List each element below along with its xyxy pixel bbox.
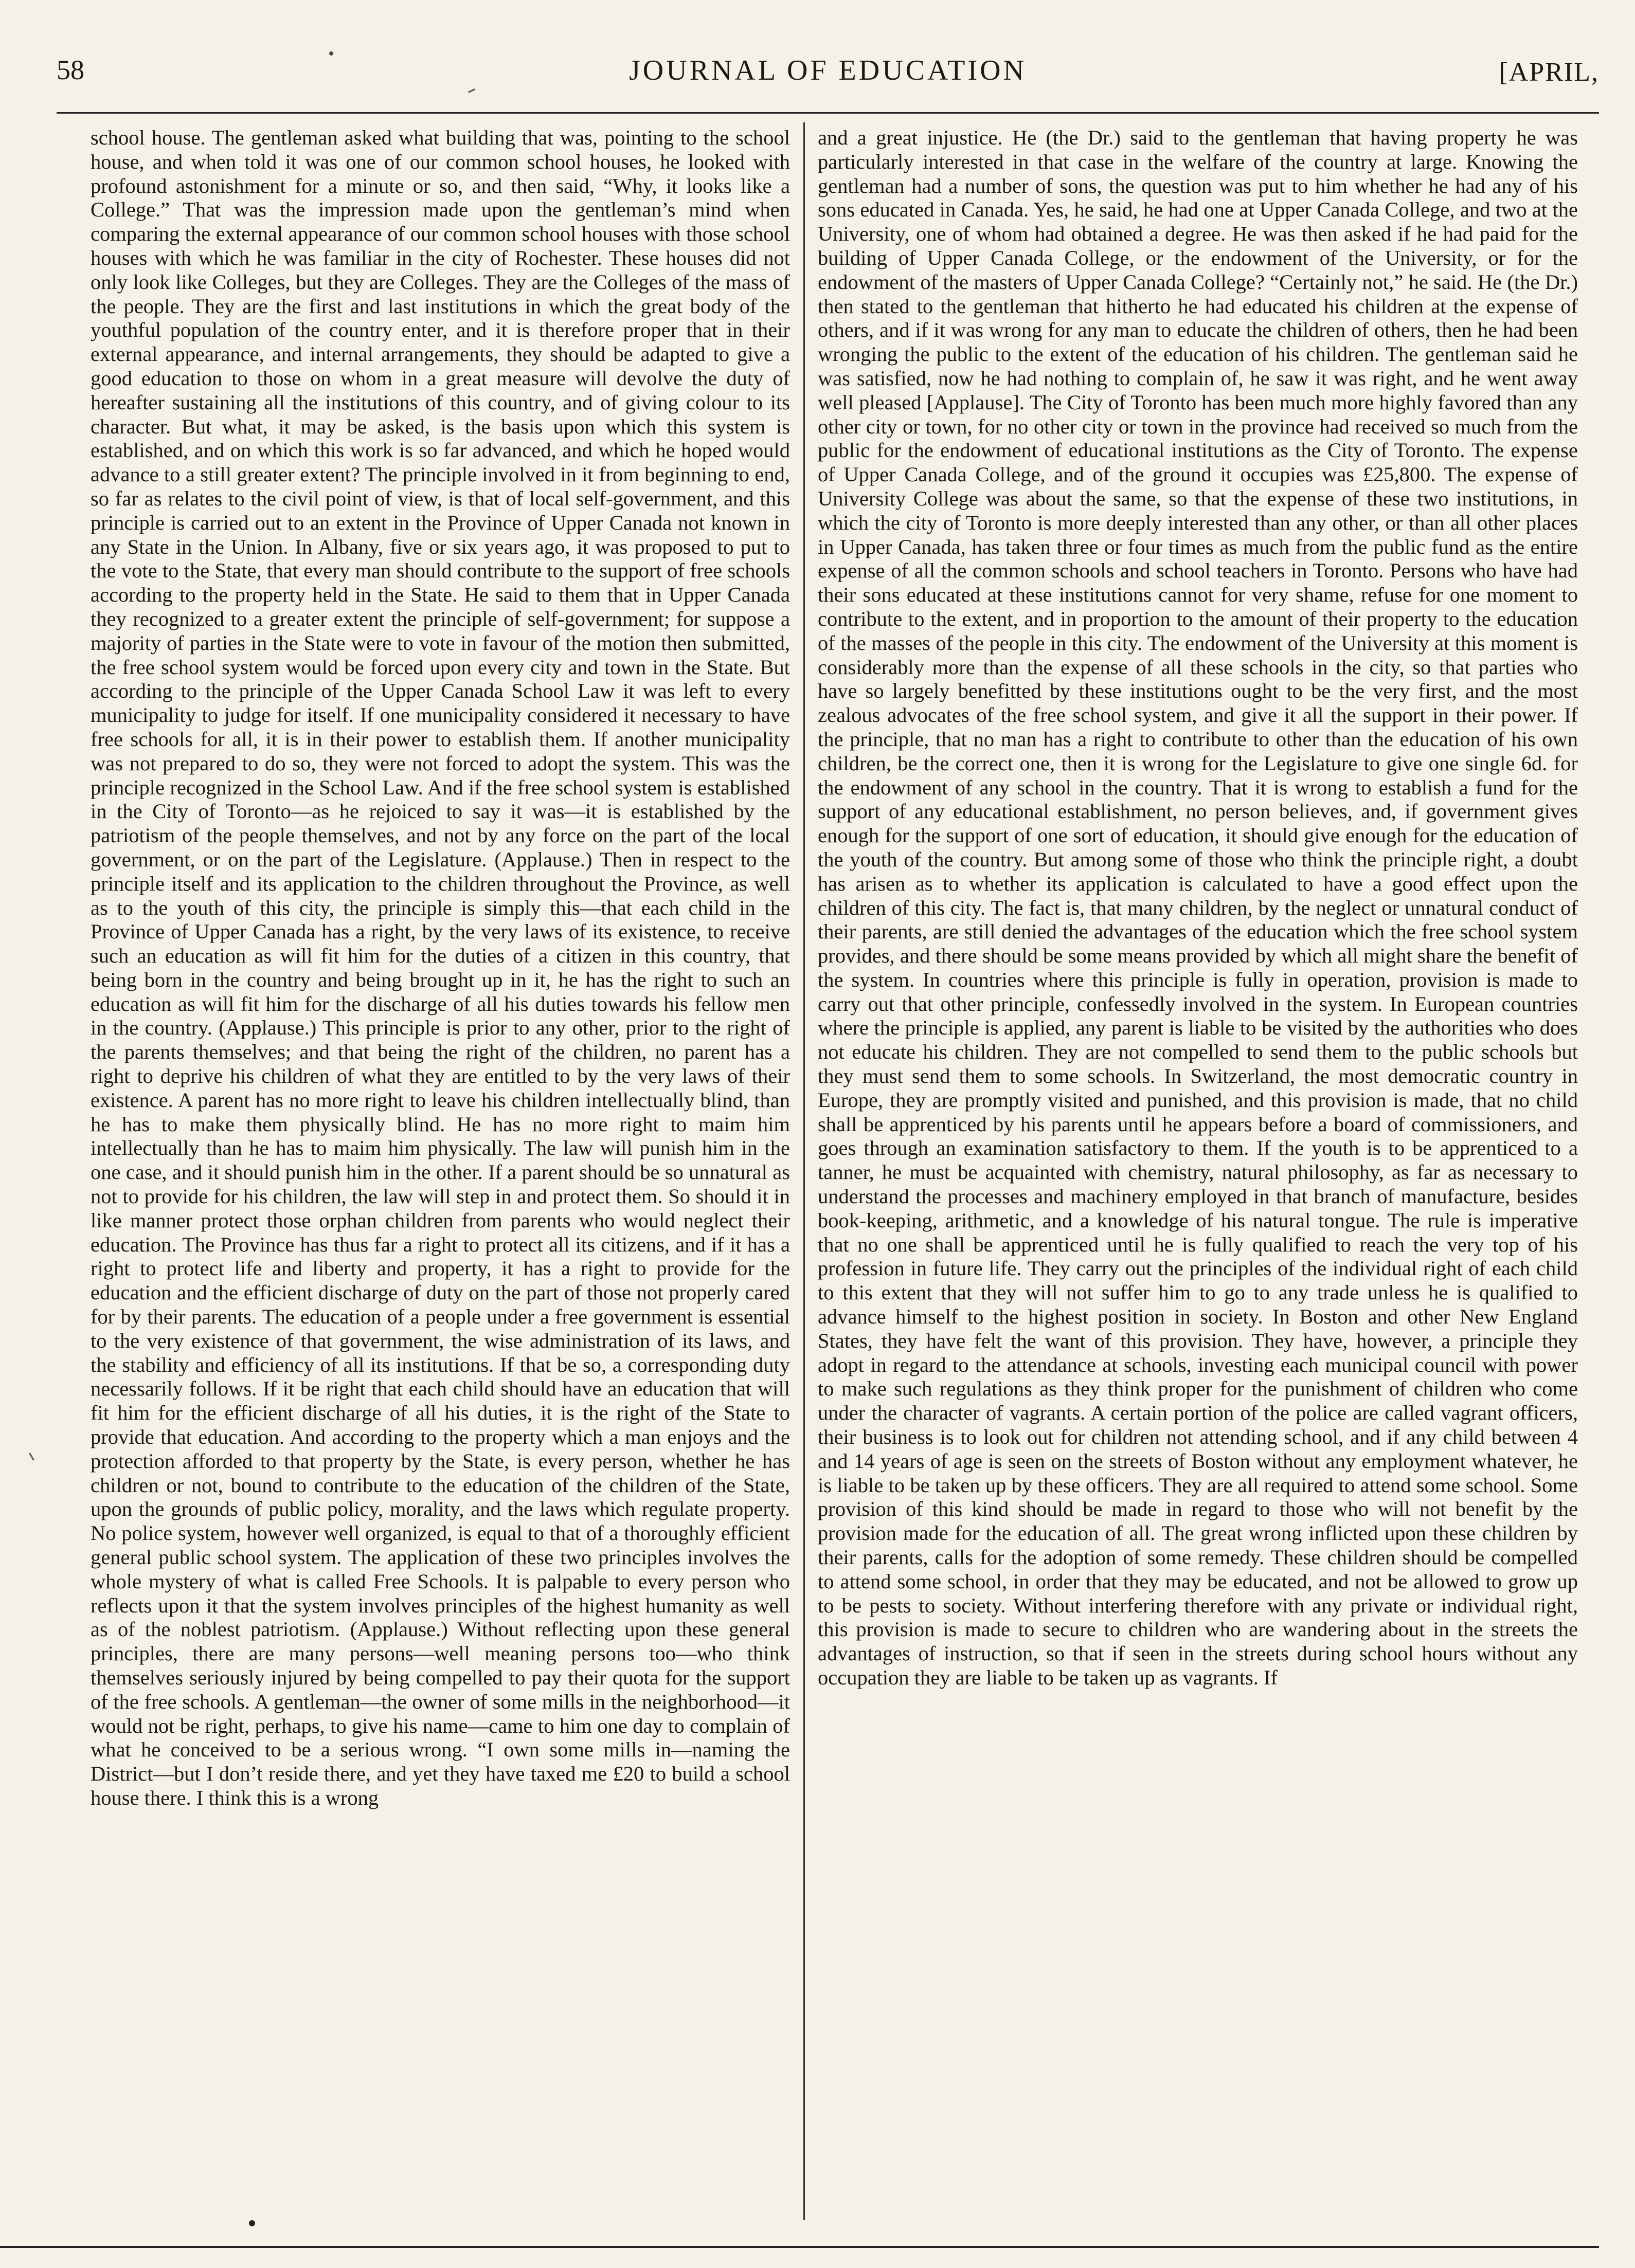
- left-column: [91, 126, 790, 2219]
- left-column-text: school house. The gentleman asked what building that was, pointing to the school house, and when told it was one of our common school houses, he looked with profound astonishment for a minute or so, and then said, “Why, it looks like a College.” That was the impression made upon the gentleman’s mind when comparing the external appearance of our common school houses with those school houses with which he was familiar in the city of Rochester. These houses did not only look like Colleges, but they are Colleges. They are the Colleges of the mass of the people. They are the first and last institutions in which the great body of the youthful population of the country enter, and it is therefore proper that in their external appearance, and internal arrangements, they should be adapted to give a good education to those on whom in a great measure will devolve the duty of hereafter sustaining all the institutions of this country, and of giving colour to its character. But what, it may be asked, is the basis upon which this system is established, and on which this work is so far advanced, and which he hoped would advance to a still greater extent? The principle involved in it from beginning to end, so far as relates to the civil point of view, is that of local self-government, and this principle is carried out to an extent in the Province of Upper Canada not known in any State in the Union. In Albany, five or six years ago, it was proposed to put to the vote to the State, that every man should contribute to the support of free schools according to the property held in the State. He said to them that in Upper Canada they recognized to a greater extent the principle of self-government; for suppose a majority of parties in the State were to vote in favour of the motion then submitted, the free school system would be forced upon every city and town in the State. But according to the principle of the Upper Canada School Law it was left to every municipality to judge for itself. If one municipality considered it necessary to have free schools for all, it is in their power to establish them. If another municipality was not prepared to do so, they were not forced to adopt the system. This was the principle recognized in the School Law. And if the free school system is established in the City of Toronto—as he rejoiced to say it was—it is established by the patriotism of the people themselves, and not by any force on the part of the local government, or on the part of the Legislature. (Applause.) Then in respect to the principle itself and its application to the children throughout the Province, as well as to the youth of this city, the principle is simply this—that each child in the Province of Upper Canada has a right, by the very laws of its existence, to receive such an education as will fit him for the duties of a citizen in this country, that being born in the country and being brought up in it, he has the right to such an education as will fit him for the discharge of all his duties towards his fellow men in the country. (Applause.) This principle is prior to any other, prior to the right of the parents themselves; and that being the right of the children, no parent has a right to deprive his children of what they are entitled to by the very laws of their existence. A parent has no more right to leave his children intellectually blind, than he has to make them physically blind. He has no more right to maim him intellectually than he has to maim him physically. The law will punish him in the one case, and it should punish him in the other. If a parent should be so unnatural as not to provide for his children, the law will step in and protect them. So should it in like manner protect those orphan children from parents who would neglect their education. The Province has thus far a right to protect all its citizens, and if it has a right to protect life and liberty and property, it has a right to provide for the education and the efficient discharge of duty on the part of those not properly cared for by their parents. The education of a people under a free government is essential to the very existence of that government, the wise administration of its laws, and the stability and efficiency of all its institutions. If that be so, a corresponding duty necessarily follows. If it be right that each child should have an education that will fit him for the efficient discharge of all his duties, it is the right of the State to provide that education. And according to the property which a man enjoys and the protection afforded to that property by the State, is every person, whether he has children or not, bound to contribute to the education of the children of the State, upon the grounds of public policy, morality, and the laws which regulate property. No police system, however well organized, is equal to that of a thoroughly efficient general public school system. The application of these two principles involves the whole mystery of what is called Free Schools. It is palpable to every person who reflects upon it that the system involves principles of the highest humanity as well as of the noblest patriotism. (Applause.) Without reflecting upon these general principles, there are many persons—well meaning persons too—who think themselves seriously injured by being compelled to pay their quota for the support of the free schools. A gentleman—the owner of some mills in the neighborhood—it would not be right, perhaps, to give his name—came to him one day to complain of what he conceived to be a serious wrong. “I own some mills in—naming the District—but I don’t reside there, and yet they have taxed me £20 to build a school house there. I think this is a wrong: [91, 126, 790, 1809]
- footer-rule: [0, 2246, 1599, 2248]
- right-column: [818, 126, 1578, 2219]
- page-header: [57, 54, 1599, 111]
- ink-speck: [329, 51, 333, 56]
- running-date: [APRIL,: [1499, 58, 1599, 87]
- column-divider: [803, 122, 805, 2220]
- ink-speck: [29, 1453, 34, 1460]
- page-number: 58: [57, 55, 84, 85]
- ink-speck: [249, 2220, 255, 2226]
- right-column-text: and a great injustice. He (the Dr.) said to the gentleman that having property he was particularly interested in that case in the welfare of the country at large. Knowing the gentleman had a number of sons, the question was put to him whether he had any of his sons educated in Canada. Yes, he said, he had one at Upper Canada College, and two at the University, one of whom had obtained a degree. He was then asked if he had paid for the building of Upper Canada College, or the endowment of the University, or for the endowment of the masters of Upper Canada College? “Certainly not,” he said. He (the Dr.) then stated to the gentleman that hitherto he had educated his children at the expense of others, and if it was wrong for any man to educate the children of others, then he had been wronging the public to the extent of the education of his children. The gentleman said he was satisfied, now he had nothing to complain of, he saw it was right, and he went away well pleased [Applause]. The City of Toronto has been much more highly favored than any other city or town, for no other city or town in the province had received so much from the public for the endowment of educational institutions as the City of Toronto. The expense of Upper Canada College, and of the ground it occupies was £25,800. The expense of University College was about the same, so that the expense of these two institutions, in which the city of Toronto is more deeply interested than any other, or than all other places in Upper Canada, has taken three or four times as much from the public fund as the entire expense of all the common schools and school teachers in Toronto. Persons who have had their sons educated at these institutions cannot for very shame, refuse for one moment to contribute to the extent, and in proportion to the amount of their property to the education of the masses of the people in this city. The endowment of the University at this moment is considerably more than the expense of all these schools in the city, so that parties who have so largely benefitted by these institutions ought to be the very first, and the most zealous advocates of the free school system, and give it all the support in their power. If the principle, that no man has a right to contribute to other than the education of his own children, be the correct one, then it is wrong for the Legislature to give one single 6d. for the endowment of any school in the country. That it is wrong to establish a fund for the support of any educational establishment, no person believes, and, if government gives enough for the support of one sort of education, it should give enough for the education of the youth of the country. But among some of those who think the principle right, a doubt has arisen as to whether its application is calculated to have a good effect upon the children of this city. The fact is, that many children, by the neglect or unnatural conduct of their parents, are still denied the advantages of the education which the free school system provides, and there should be some means provided by which all might share the benefit of the system. In countries where this principle is fully in operation, provision is made to carry out that other principle, confessedly involved in the system. In European countries where the principle is applied, any parent is liable to be visited by the authorities who does not educate his children. They are not compelled to send them to the public schools but they must send them to some schools. In Switzerland, the most democratic country in Europe, they are promptly visited and punished, and this provision is made, that no child shall be apprenticed by his parents until he appears before a board of commissioners, and goes through an examination satisfactory to them. If the youth is to be apprenticed to a tanner, he must be acquainted with chemistry, natural philosophy, as far as necessary to understand the processes and machinery employed in that branch of manufacture, besides book-keeping, arithmetic, and a knowledge of his natural tongue. The rule is imperative that no one shall be apprenticed until he is fully qualified to reach the very top of his profession in future life. They carry out the principles of the individual right of each child to this extent that they will not suffer him to go to any trade unless he is qualified to advance himself to the highest position in society. In Boston and other New England States, they have felt the want of this provision. They have, however, a principle they adopt in regard to the attendance at schools, investing each municipal council with power to make such regulations as they think proper for the punishment of children who come under the character of vagrants. A certain portion of the police are called vagrant officers, their business is to look out for children not attending school, and if any child between 4 and 14 years of age is seen on the streets of Boston without any employment whatever, he is liable to be taken up by these officers. They are all required to attend some school. Some provision of this kind should be made in regard to those who will not benefit by the provision made for the education of all. The great wrong inflicted upon these children by their parents, calls for the adoption of some remedy. These children should be compelled to attend some school, in order that they may be educated, and not be allowed to grow up to be pests to society. Without interfering therefore with any private or individual right, this provision is made to secure to children who are wandering about in the streets the advantages of instruction, so that if seen in the streets during school hours without any occupation they are liable to be taken up as vagrants. If: [818, 126, 1578, 1689]
- journal-title: JOURNAL OF EDUCATION: [628, 55, 1027, 86]
- header-rule: [57, 112, 1599, 114]
